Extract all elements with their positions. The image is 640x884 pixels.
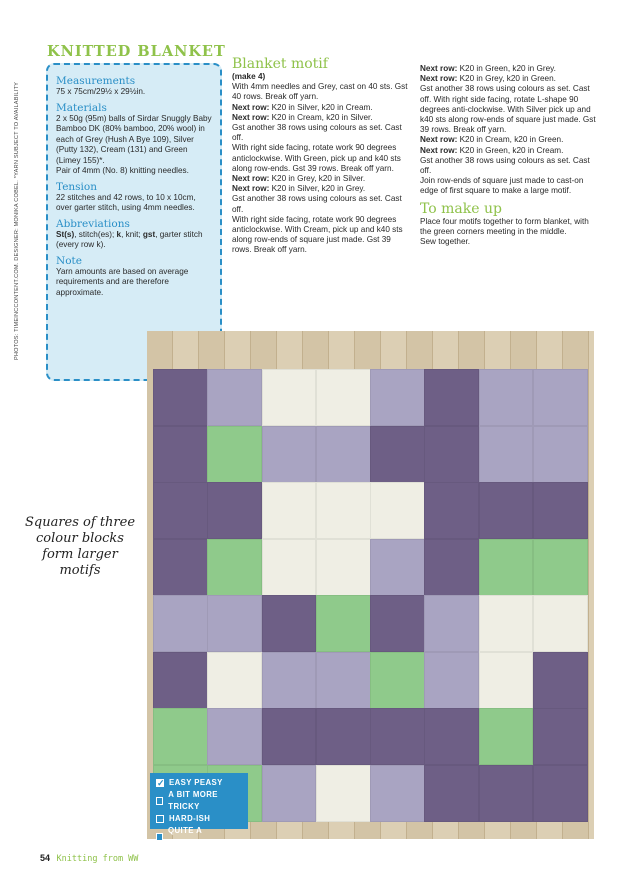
knit-block (370, 426, 425, 483)
knit-block (533, 369, 588, 426)
knit-block (316, 426, 371, 483)
difficulty-box (150, 773, 248, 847)
knit-block (207, 708, 262, 765)
knit-block (533, 765, 588, 822)
knit-block (479, 369, 534, 426)
knit-block (533, 482, 588, 539)
next-row: Next row: K20 in Silver, k20 in Grey. (232, 184, 366, 194)
knit-block (207, 426, 262, 483)
knit-block (316, 708, 371, 765)
knit-block (316, 765, 371, 822)
knitted-blanket (153, 369, 587, 821)
materials-heading: Materials (56, 101, 107, 114)
tension-heading: Tension (56, 180, 97, 193)
page-title: KNITTED BLANKET (47, 43, 226, 60)
next-row: Next row: K20 in Green, k20 in Cream. (420, 145, 564, 155)
page-number: 54 (40, 853, 51, 863)
knit-block (153, 482, 208, 539)
photo-credit: PHOTOS: TIMEINCCONTENT.COM. DESIGNER: MONIKA COBEL. *YARN SUBJECT TO AVAILABILITY (14, 81, 20, 360)
knit-block (153, 369, 208, 426)
page-footer (40, 853, 138, 864)
tension-text: 22 stitches and 42 rows, to 10 x 10cm, over garter stitch, using 4mm needles. (56, 192, 196, 212)
difficulty-level: QUITE A CHALLENGE (156, 825, 242, 849)
knit-block (316, 482, 371, 539)
instruction-text: Gst another 38 rows using colours as set. Cast off. (232, 194, 402, 214)
knit-block (262, 426, 317, 483)
difficulty-level: ✓ EASY PEASY (156, 777, 242, 789)
knit-block (207, 539, 262, 596)
make-up-heading: To make up (420, 200, 502, 217)
instruction-text: With right side facing, rotate work 90 degrees anticlockwise. With Cream, pick up and k40 sts along row-ends of square just made. Gst 39 rows. Break off yarn. (232, 214, 403, 255)
knit-block (479, 539, 534, 596)
instruction-text: Gst another 38 rows using colours as set. Cast off. With right side facing, rotate L-shape 90 degrees anti-clockwise. With Silver pick up and k40 sts along row-ends of square just made. Gst 39 rows. Break off yarn. (420, 84, 596, 135)
knit-block (370, 708, 425, 765)
knit-block (479, 595, 534, 652)
knit-block (479, 426, 534, 483)
materials-text: 2 x 50g (95m) balls of Sirdar Snuggly Baby Bamboo DK (80% bamboo, 20% wool) in each of Grey (Hush A Bye 109), Silver (Putty 132), Cream (131) and Green (Limey 155)*. (56, 113, 212, 165)
knit-block (262, 369, 317, 426)
checkbox-icon (156, 833, 163, 841)
knit-block (424, 652, 479, 709)
knit-block (370, 482, 425, 539)
blanket-photo (147, 331, 594, 839)
knit-block (533, 426, 588, 483)
materials-needles: Pair of 4mm (No. 8) knitting needles. (56, 166, 189, 175)
knit-block (533, 652, 588, 709)
knit-block (316, 595, 371, 652)
knit-block (424, 482, 479, 539)
knit-block (207, 652, 262, 709)
make-count: (make 4) (232, 72, 266, 81)
knit-block (370, 652, 425, 709)
next-row: Next row: K20 in Green, k20 in Grey. (420, 64, 556, 73)
knit-block (153, 652, 208, 709)
checkbox-icon (156, 779, 164, 787)
instruction-text: Gst another 38 rows using colours as set. Cast off. (420, 155, 590, 176)
knit-block (207, 595, 262, 652)
knit-block (370, 369, 425, 426)
knit-block (370, 595, 425, 652)
checkbox-icon (156, 815, 164, 823)
note-heading: Note (56, 254, 82, 267)
magazine-name: Knitting from WW (56, 854, 139, 864)
photo-caption: Squares of three colour blocks form larger motifs (24, 515, 136, 578)
knit-block (479, 482, 534, 539)
blanket-motif-column (232, 56, 410, 256)
knit-block (424, 595, 479, 652)
knit-block (153, 426, 208, 483)
knit-block (370, 765, 425, 822)
knit-block (479, 652, 534, 709)
instructions-column-3 (420, 64, 598, 247)
knit-block (479, 708, 534, 765)
checkbox-icon (156, 797, 163, 805)
knit-block (153, 539, 208, 596)
knit-block (262, 595, 317, 652)
difficulty-level: A BIT MORE TRICKY (156, 789, 242, 813)
knit-block (153, 708, 208, 765)
knit-block (153, 595, 208, 652)
next-row: Next row: K20 in Grey, k20 in Silver. (232, 174, 366, 184)
knit-block (424, 765, 479, 822)
knit-block (424, 369, 479, 426)
next-row: Next row: K20 in Grey, k20 in Green. (420, 74, 556, 84)
knit-block (479, 765, 534, 822)
abbreviations-text: St(s), stitch(es); k, knit; gst, garter stitch (every row k). (56, 229, 203, 249)
floorboard (589, 331, 594, 839)
next-row: Next row: K20 in Silver, k20 in Cream. (232, 102, 373, 112)
knit-block (316, 539, 371, 596)
difficulty-level: HARD-ISH (156, 813, 242, 825)
knit-block (262, 765, 317, 822)
knit-block (262, 539, 317, 596)
knit-block (533, 708, 588, 765)
knit-block (262, 652, 317, 709)
knit-block (424, 426, 479, 483)
knit-block (424, 708, 479, 765)
instruction-text: Join row-ends of square just made to cast-on edge of first square to make a large motif. (420, 176, 584, 196)
instruction-text: Place four motifs together to form blanket, with the green corners meeting in the middle. (420, 216, 589, 236)
note-text: Yarn amounts are based on average requirements and are therefore approximate. (56, 266, 189, 297)
knit-block (262, 708, 317, 765)
instruction-text: With 4mm needles and Grey, cast on 40 sts. Gst 40 rows. Break off yarn. (232, 82, 408, 102)
measurements-text: 75 x 75cm/29½ x 29½in. (56, 87, 146, 96)
knit-block (316, 652, 371, 709)
knit-block (207, 369, 262, 426)
next-row: Next row: K20 in Cream, k20 in Green. (420, 135, 564, 145)
instruction-text: Sew together. (420, 237, 471, 247)
measurements-heading: Measurements (56, 75, 136, 87)
knit-block (424, 539, 479, 596)
knit-block (316, 369, 371, 426)
next-row: Next row: K20 in Cream, k20 in Silver. (232, 112, 373, 122)
knit-block (207, 482, 262, 539)
knit-block (262, 482, 317, 539)
knit-block (533, 539, 588, 596)
instruction-text: With right side facing, rotate work 90 degrees anticlockwise. With Green, pick up and k40 sts along row-ends. Gst 39 rows. Break off yarn. (232, 143, 401, 173)
knit-block (370, 539, 425, 596)
blanket-motif-heading: Blanket motif (232, 56, 328, 72)
abbreviations-heading: Abbreviations (56, 217, 130, 230)
instruction-text: Gst another 38 rows using colours as set. Cast off. (232, 123, 402, 143)
knit-block (533, 595, 588, 652)
